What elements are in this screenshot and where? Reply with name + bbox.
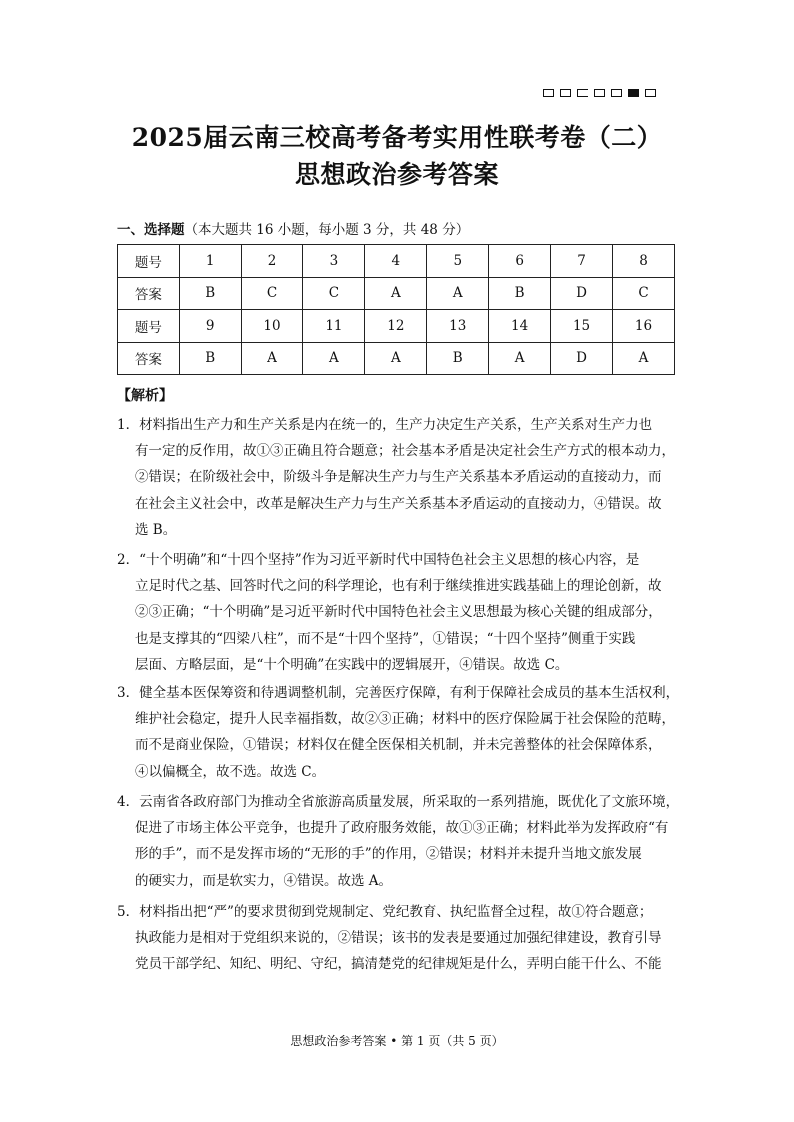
answer-cell: 9 [179,310,241,343]
explanation-line: 的硬实力，而是软实力，④错误。故选 A。 [135,872,393,889]
explanation-item [117,789,680,894]
barcode-marks [543,89,656,97]
answer-cell: A [427,277,489,310]
answer-cell: 1 [179,245,241,278]
section-heading [117,218,469,238]
answer-cell: A [365,342,427,375]
page-footer: 思想政治参考答案 • 第 1 页（共 5 页） [290,1034,504,1048]
explanation-line: 执政能力是相对于党组织来说的，②错误；该书的发表是要通过加强纪律建设，教育引导 [135,930,662,947]
answer-table [117,244,675,375]
barcode-mark [560,89,571,97]
explanation-line: 5．材料指出把“严”的要求贯彻到党规制定、党纪教育、执纪监督全过程，故①符合题意； [117,904,653,920]
section-note: （本大题共 16 小题，每小题 3 分，共 48 分） [184,222,470,238]
explanation-line: 在社会主义社会中，改革是解决生产力与生产关系基本矛盾运动的直接动力，④错误。故 [135,495,662,512]
answer-cell: 5 [427,245,489,278]
barcode-mark [611,89,622,97]
answer-cell: A [241,342,303,375]
row-header-cell: 答案 [118,277,180,310]
answer-cell: 7 [551,245,613,278]
answer-cell: B [179,277,241,310]
explanation-line: 党员干部学纪、知纪、明纪、守纪，搞清楚党的纪律规矩是什么，弄明白能干什么、不能 [135,956,662,973]
answer-cell: 6 [489,245,551,278]
answer-cell: 3 [303,245,365,278]
answer-cell: 12 [365,310,427,343]
explanation-line: 促进了市场主体公平竞争，也提升了政府服务效能，故①③正确；材料此举为发挥政府“有 [135,820,669,837]
answer-cell: 2 [241,245,303,278]
barcode-mark [577,89,588,97]
answer-cell: B [179,342,241,375]
explanation-line: ②错误；在阶级社会中，阶级斗争是解决生产力与生产关系基本矛盾运动的直接动力，而 [135,469,662,486]
exam-subtitle: 思想政治参考答案 [294,160,499,189]
barcode-mark [594,89,605,97]
explanation-line: 1．材料指出生产力和生产关系是内在统一的，生产力决定生产关系，生产关系对生产力也 [117,417,653,433]
answer-cell: C [241,277,303,310]
explanation-item [117,680,680,785]
explanation-line: 3．健全基本医保筹资和待遇调整机制，完善医疗保障，有利于保障社会成员的基本生活权利， [117,685,680,701]
barcode-mark [645,89,656,97]
answer-cell: D [551,277,613,310]
explanation-item [117,899,677,978]
answer-cell: A [365,277,427,310]
table-row [118,342,675,375]
table-row [118,245,675,278]
table-row [118,277,675,310]
explanation-line: 4．云南省各政府部门为推动全省旅游高质量发展，所采取的一系列措施，既优化了文旅环境， [117,794,680,810]
answer-cell: C [303,277,365,310]
explanation-item [117,412,677,543]
explanation-line: 层面、方略层面，是“十个明确”在实践中的逻辑展开，④错误。故选 C。 [135,656,569,673]
exam-title: 2025届云南三校高考备考实用性联考卷（二） [131,123,663,152]
explanation-line: 也是支撑其的“四梁八柱”，而不是“十四个坚持”，①错误；“十四个坚持”侧重于实践 [135,630,636,647]
explanation-line: ④以偏概全，故不选。故选 C。 [135,763,326,780]
answer-cell: C [613,277,675,310]
analysis-heading: 【解析】 [117,388,173,404]
answer-cell: 15 [551,310,613,343]
explanation-line: 选 B。 [135,521,177,538]
row-header-cell: 题号 [118,310,180,343]
row-header-cell: 答案 [118,342,180,375]
row-header-cell: 题号 [118,245,180,278]
barcode-mark [628,89,639,97]
answer-cell: 4 [365,245,427,278]
answer-cell: A [613,342,675,375]
answer-cell: 13 [427,310,489,343]
answer-cell: 11 [303,310,365,343]
answer-cell: A [489,342,551,375]
explanation-line: 形的手”，而不是发挥市场的“无形的手”的作用，②错误；材料并未提升当地文旅发展 [135,846,642,863]
explanation-line: 维护社会稳定，提升人民幸福指数，故②③正确；材料中的医疗保险属于社会保险的范畴， [135,711,675,728]
answer-cell: 14 [489,310,551,343]
answer-cell: D [551,342,613,375]
section-label: 一、选择题 [117,222,185,238]
explanation-line: 立足时代之基、回答时代之问的科学理论，也有利于继续推进实践基础上的理论创新，故 [135,578,662,595]
answer-cell: B [489,277,551,310]
explanation-line: 有一定的反作用，故①③正确且符合题意；社会基本矛盾是决定社会生产方式的根本动力， [135,443,675,460]
answer-cell: A [303,342,365,375]
explanation-line: 而不是商业保险，①错误；材料仅在健全医保相关机制，并未完善整体的社会保障体系， [135,737,662,754]
answer-cell: 16 [613,310,675,343]
explanation-line: 2．“十个明确”和“十四个坚持”作为习近平新时代中国特色社会主义思想的核心内容，是 [117,552,640,568]
explanation-line: ②③正确；“十个明确”是习近平新时代中国特色社会主义思想最为核心关键的组成部分， [135,604,662,621]
answer-cell: 8 [613,245,675,278]
barcode-mark [543,89,554,97]
answer-cell: 10 [241,310,303,343]
table-row [118,310,675,343]
answer-cell: B [427,342,489,375]
explanation-item [117,547,677,678]
